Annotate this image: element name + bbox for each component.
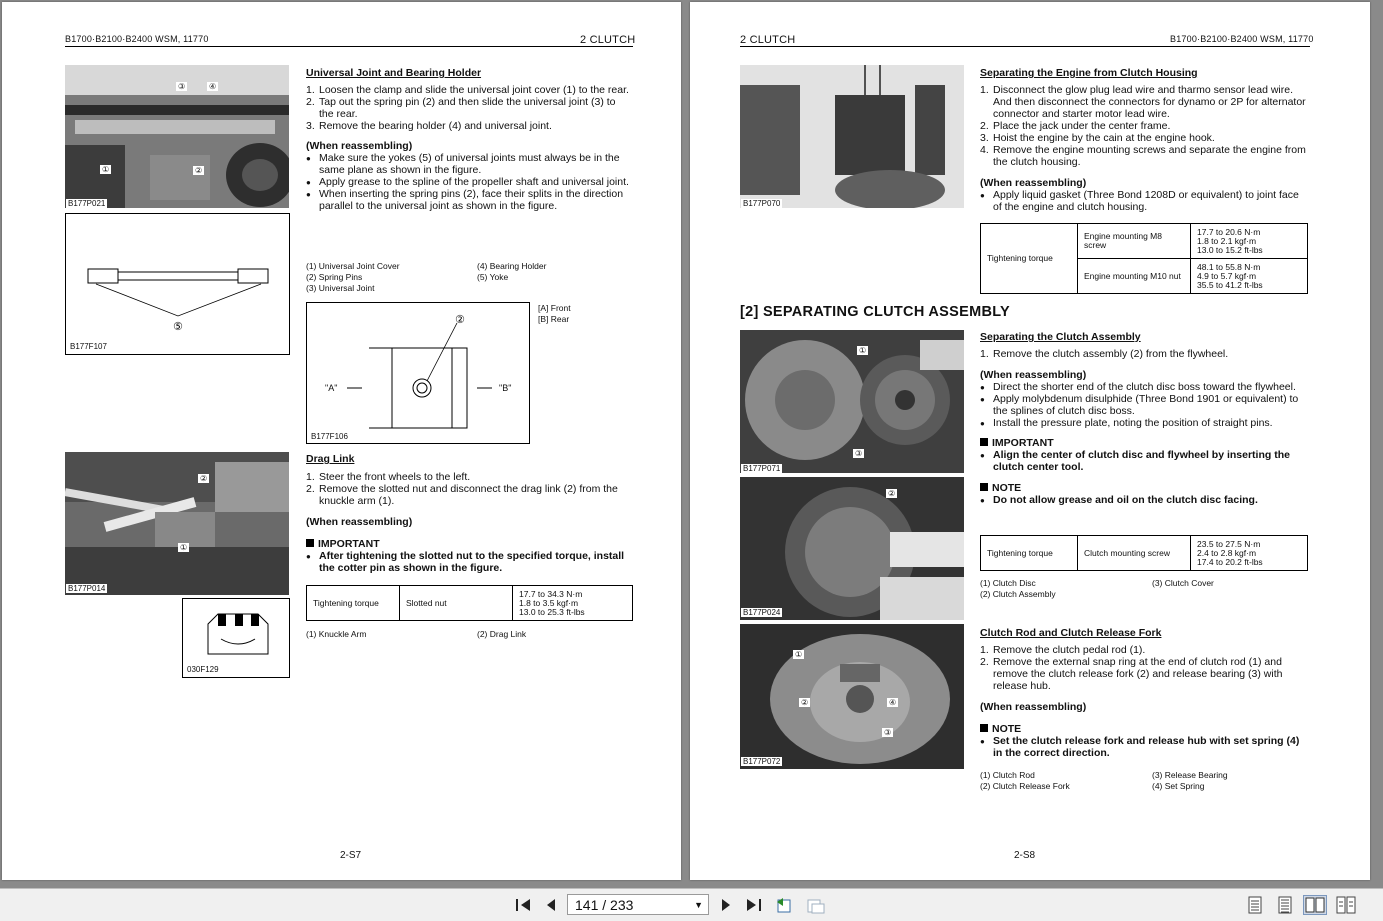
ujb-legend-right: (4) Bearing Holder (5) Yoke — [477, 261, 547, 282]
fig3-callout-2: ② — [888, 489, 896, 498]
sep-clutch-note-text: ● Do not allow grease and oil on the clutch disc facing. — [980, 494, 1307, 506]
drag-step-1: 1. Steer the front wheels to the left. — [306, 471, 471, 483]
page-number-display: 141 / 233 — [575, 896, 634, 913]
previous-view-icon — [775, 896, 795, 914]
fig4-callout-3: ③ — [884, 728, 892, 737]
sep-engine-torque-item-1: Engine mounting M8 screw — [1078, 224, 1191, 259]
sep-engine-torque-values-2: 48.1 to 55.8 N·m 4.9 to 5.7 kgf·m 35.5 to 41.2 ft-lbs — [1191, 259, 1308, 294]
fig5-caption: 030F129 — [187, 665, 219, 674]
sep-clutch-note-heading: NOTE — [980, 482, 1307, 494]
clutch-rod-note-heading: NOTE — [980, 723, 1307, 735]
ujb-step-1: 1. Loosen the clamp and slide the universal joint cover (1) to the rear. — [306, 84, 629, 96]
sep-clutch-step-1: 1. Remove the clutch assembly (2) from the flywheel. — [980, 348, 1229, 360]
fig4-callout-2: ② — [801, 698, 809, 707]
last-page-button[interactable] — [744, 895, 764, 915]
right-page-number: 2-S8 — [1014, 850, 1036, 861]
two-page-view-button[interactable] — [1303, 895, 1327, 915]
two-page-icon — [1305, 897, 1325, 913]
fig3-label-b: "B" — [499, 383, 512, 393]
drag-important-heading: IMPORTANT — [306, 538, 631, 550]
previous-page-icon — [544, 897, 558, 913]
section-title: [2] SEPARATING CLUTCH ASSEMBLY — [740, 304, 1011, 320]
drag-link-photo — [65, 452, 289, 595]
continuous-view-button[interactable] — [1275, 895, 1295, 915]
page-number-select[interactable] — [567, 894, 709, 915]
fig1-callout-2: ② — [195, 166, 203, 175]
drag-step-2: 2. Remove the slotted nut and disconnect the drag link (2) from the knuckle arm (1). — [306, 483, 618, 507]
ujb-title: Universal Joint and Bearing Holder — [306, 67, 482, 79]
left-page — [2, 2, 681, 880]
sep-engine-torque-table — [980, 223, 1308, 294]
drag-important-text: ● After tightening the slotted nut to the specified torque, install the cotter pin as shown in the figure. — [306, 550, 631, 574]
drag-torque-item: Slotted nut — [400, 586, 513, 621]
clutch-rod-legend-left: (1) Clutch Rod (2) Clutch Release Fork — [980, 770, 1070, 791]
svg-text:②: ② — [455, 313, 465, 326]
right-header-rule — [740, 46, 1310, 47]
sep-engine-reassembling: (When reassembling) — [980, 177, 1087, 189]
sep-clutch-torque-label: Tightening torque — [981, 536, 1078, 571]
two-page-continuous-icon — [1336, 896, 1356, 914]
fig3-label-a: "A" — [325, 383, 338, 393]
ujb-legend-left: (1) Universal Joint Cover (2) Spring Pins (3) Universal Joint — [306, 261, 400, 293]
ujb-bullet-2: ● Apply grease to the spline of the propeller shaft and universal joint. — [306, 176, 631, 188]
sep-clutch-important-text: ● Align the center of clutch disc and flywheel by inserting the clutch center tool. — [980, 449, 1307, 473]
fig1-callout-4: ④ — [209, 82, 217, 91]
right-header-code: B1700·B2100·B2400 WSM, 11770 — [1170, 34, 1314, 44]
ujb-bullet-3: ● When inserting the spring pins (2), face their splits in the direction parallel to the universal joint as shown in the figure. — [306, 188, 631, 212]
clutch-rod-reassembling: (When reassembling) — [980, 701, 1087, 713]
left-header-rule — [65, 46, 633, 47]
sep-clutch-torque-table — [980, 535, 1308, 571]
first-page-button[interactable] — [513, 895, 533, 915]
first-page-icon — [514, 897, 532, 913]
drag-reassembling: (When reassembling) — [306, 516, 413, 528]
clutch-rod-steps — [980, 644, 1307, 759]
fig4-callout-1: ① — [180, 543, 188, 552]
chevron-down-icon: ▼ — [694, 899, 703, 910]
bottom-toolbar — [0, 888, 1383, 921]
sep-clutch-torque-values: 23.5 to 27.5 N·m 2.4 to 2.8 kgf·m 17.4 to 20.2 ft-lbs — [1191, 536, 1308, 571]
ujb-step-3: 3. Remove the bearing holder (4) and universal joint. — [306, 120, 552, 132]
sep-clutch-torque-item: Clutch mounting screw — [1078, 536, 1191, 571]
clutch-assembly-photo — [740, 477, 964, 620]
right-fig2-caption: B177P071 — [743, 464, 781, 473]
propeller-shaft-figure — [65, 213, 290, 355]
right-fig1-caption: B177P070 — [743, 199, 781, 208]
fig1-callout-1: ① — [102, 165, 110, 174]
fig1-caption: B177P021 — [68, 199, 106, 208]
sep-clutch-reassembling: (When reassembling) — [980, 369, 1087, 381]
clutch-rod-note-text: ● Set the clutch release fork and release hub with set spring (4) in the correct direction. — [980, 735, 1307, 759]
sep-clutch-bullet-1: ● Direct the shorter end of the clutch disc boss toward the flywheel. — [980, 381, 1307, 393]
clutch-rod-title: Clutch Rod and Clutch Release Fork — [980, 627, 1162, 639]
next-view-button[interactable] — [805, 895, 825, 915]
slotted-nut-figure — [182, 598, 290, 678]
single-page-icon — [1247, 896, 1263, 914]
clutch-rod-step-1: 1. Remove the clutch pedal rod (1). — [980, 644, 1146, 656]
next-page-icon — [719, 897, 733, 913]
sep-clutch-bullet-3: ● Install the pressure plate, noting the position of straight pins. — [980, 417, 1307, 429]
sep-engine-step-4: 4. Remove the engine mounting screws and separate the engine from the clutch housing. — [980, 144, 1306, 168]
fig4-callout-1: ① — [795, 650, 803, 659]
sep-engine-torque-label: Tightening torque — [981, 224, 1078, 294]
drag-torque-label: Tightening torque — [307, 586, 400, 621]
drag-torque-values: 17.7 to 34.3 N·m 1.8 to 3.5 kgf·m 13.0 to 25.3 ft-lbs — [513, 586, 633, 621]
drag-steps — [306, 471, 631, 574]
fig4-callout-4: ④ — [889, 698, 897, 707]
flywheel-photo — [740, 330, 964, 473]
single-page-view-button[interactable] — [1245, 895, 1265, 915]
sep-clutch-steps — [980, 348, 1307, 506]
next-page-button[interactable] — [716, 895, 736, 915]
ujb-legend-ab: [A] Front [B] Rear — [538, 303, 571, 324]
left-page-number: 2-S7 — [340, 850, 362, 861]
clutch-rod-step-2: 2. Remove the external snap ring at the end of clutch rod (1) and remove the clutch release fork (2) and release bearing (3) with release hub. — [980, 656, 1283, 692]
fig4-callout-2: ② — [200, 474, 208, 483]
svg-text:⑤: ⑤ — [173, 320, 183, 333]
drag-legend-left: (1) Knuckle Arm — [306, 629, 367, 639]
right-header-section: 2 CLUTCH — [740, 34, 796, 46]
left-header-section: 2 CLUTCH — [580, 34, 636, 46]
previous-page-button[interactable] — [541, 895, 561, 915]
ujb-reassembling: (When reassembling) — [306, 140, 413, 152]
left-header-code: B1700·B2100·B2400 WSM, 11770 — [65, 34, 209, 44]
sep-engine-bullet-1: ● Apply liquid gasket (Three Bond 1208D or equivalent) to joint face of the engine and clutch housing. — [980, 189, 1307, 213]
drag-title: Drag Link — [306, 453, 355, 465]
sep-engine-title: Separating the Engine from Clutch Housing — [980, 67, 1198, 79]
two-page-continuous-button[interactable] — [1336, 895, 1356, 915]
sep-clutch-title: Separating the Clutch Assembly — [980, 331, 1141, 343]
ujb-steps — [306, 84, 631, 212]
sep-engine-torque-item-2: Engine mounting M10 nut — [1078, 259, 1191, 294]
sep-clutch-bullet-2: ● Apply molybdenum disulphide (Three Bond 1901 or equivalent) to the splines of clutch disc boss. — [980, 393, 1307, 417]
clutch-housing-photo — [740, 624, 964, 769]
sep-clutch-legend-right: (3) Clutch Cover — [1152, 578, 1214, 588]
fig2-callout-1: ① — [859, 346, 867, 355]
last-page-icon — [745, 897, 763, 913]
fig1-callout-3: ③ — [178, 82, 186, 91]
fig4-caption: B177P014 — [68, 584, 106, 593]
sep-clutch-legend-left: (1) Clutch Disc (2) Clutch Assembly — [980, 578, 1056, 599]
clutch-rod-legend-right: (3) Release Bearing (4) Set Spring — [1152, 770, 1228, 791]
spring-pin-diagram — [306, 302, 530, 444]
sep-engine-step-3: 3. Hoist the engine by the cain at the engine hook. — [980, 132, 1215, 144]
fig2-callout-3: ③ — [855, 449, 863, 458]
sep-engine-step-2: 2. Place the jack under the center frame. — [980, 120, 1171, 132]
sep-engine-step-1: 1. Disconnect the glow plug lead wire and tharmo sensor lead wire. And then disconnect the connectors for dynamo or 2P for alternator connector and starter motor lead wire. — [980, 84, 1306, 120]
drag-torque-table — [306, 585, 633, 621]
right-fig3-caption: B177P024 — [743, 608, 781, 617]
ujb-bullet-1: ● Make sure the yokes (5) of universal joints must always be in the same plane as shown in the figure. — [306, 152, 631, 176]
sep-engine-torque-values-1: 17.7 to 20.6 N·m 1.8 to 2.1 kgf·m 13.0 to 15.2 ft-lbs — [1191, 224, 1308, 259]
fig3-caption: B177F106 — [311, 432, 348, 441]
ujb-step-2: 2. Tap out the spring pin (2) and then slide the universal joint (3) to the rear. — [306, 96, 616, 120]
next-view-icon — [805, 896, 825, 914]
previous-view-button[interactable] — [775, 895, 795, 915]
right-page — [690, 2, 1370, 880]
sep-engine-steps — [980, 84, 1307, 213]
sep-clutch-important-heading: IMPORTANT — [980, 437, 1307, 449]
continuous-page-icon — [1277, 896, 1293, 914]
engine-hoist-photo — [740, 65, 964, 208]
right-fig4-caption: B177P072 — [743, 757, 781, 766]
drag-legend-right: (2) Drag Link — [477, 629, 527, 639]
fig2-caption: B177F107 — [70, 342, 107, 351]
